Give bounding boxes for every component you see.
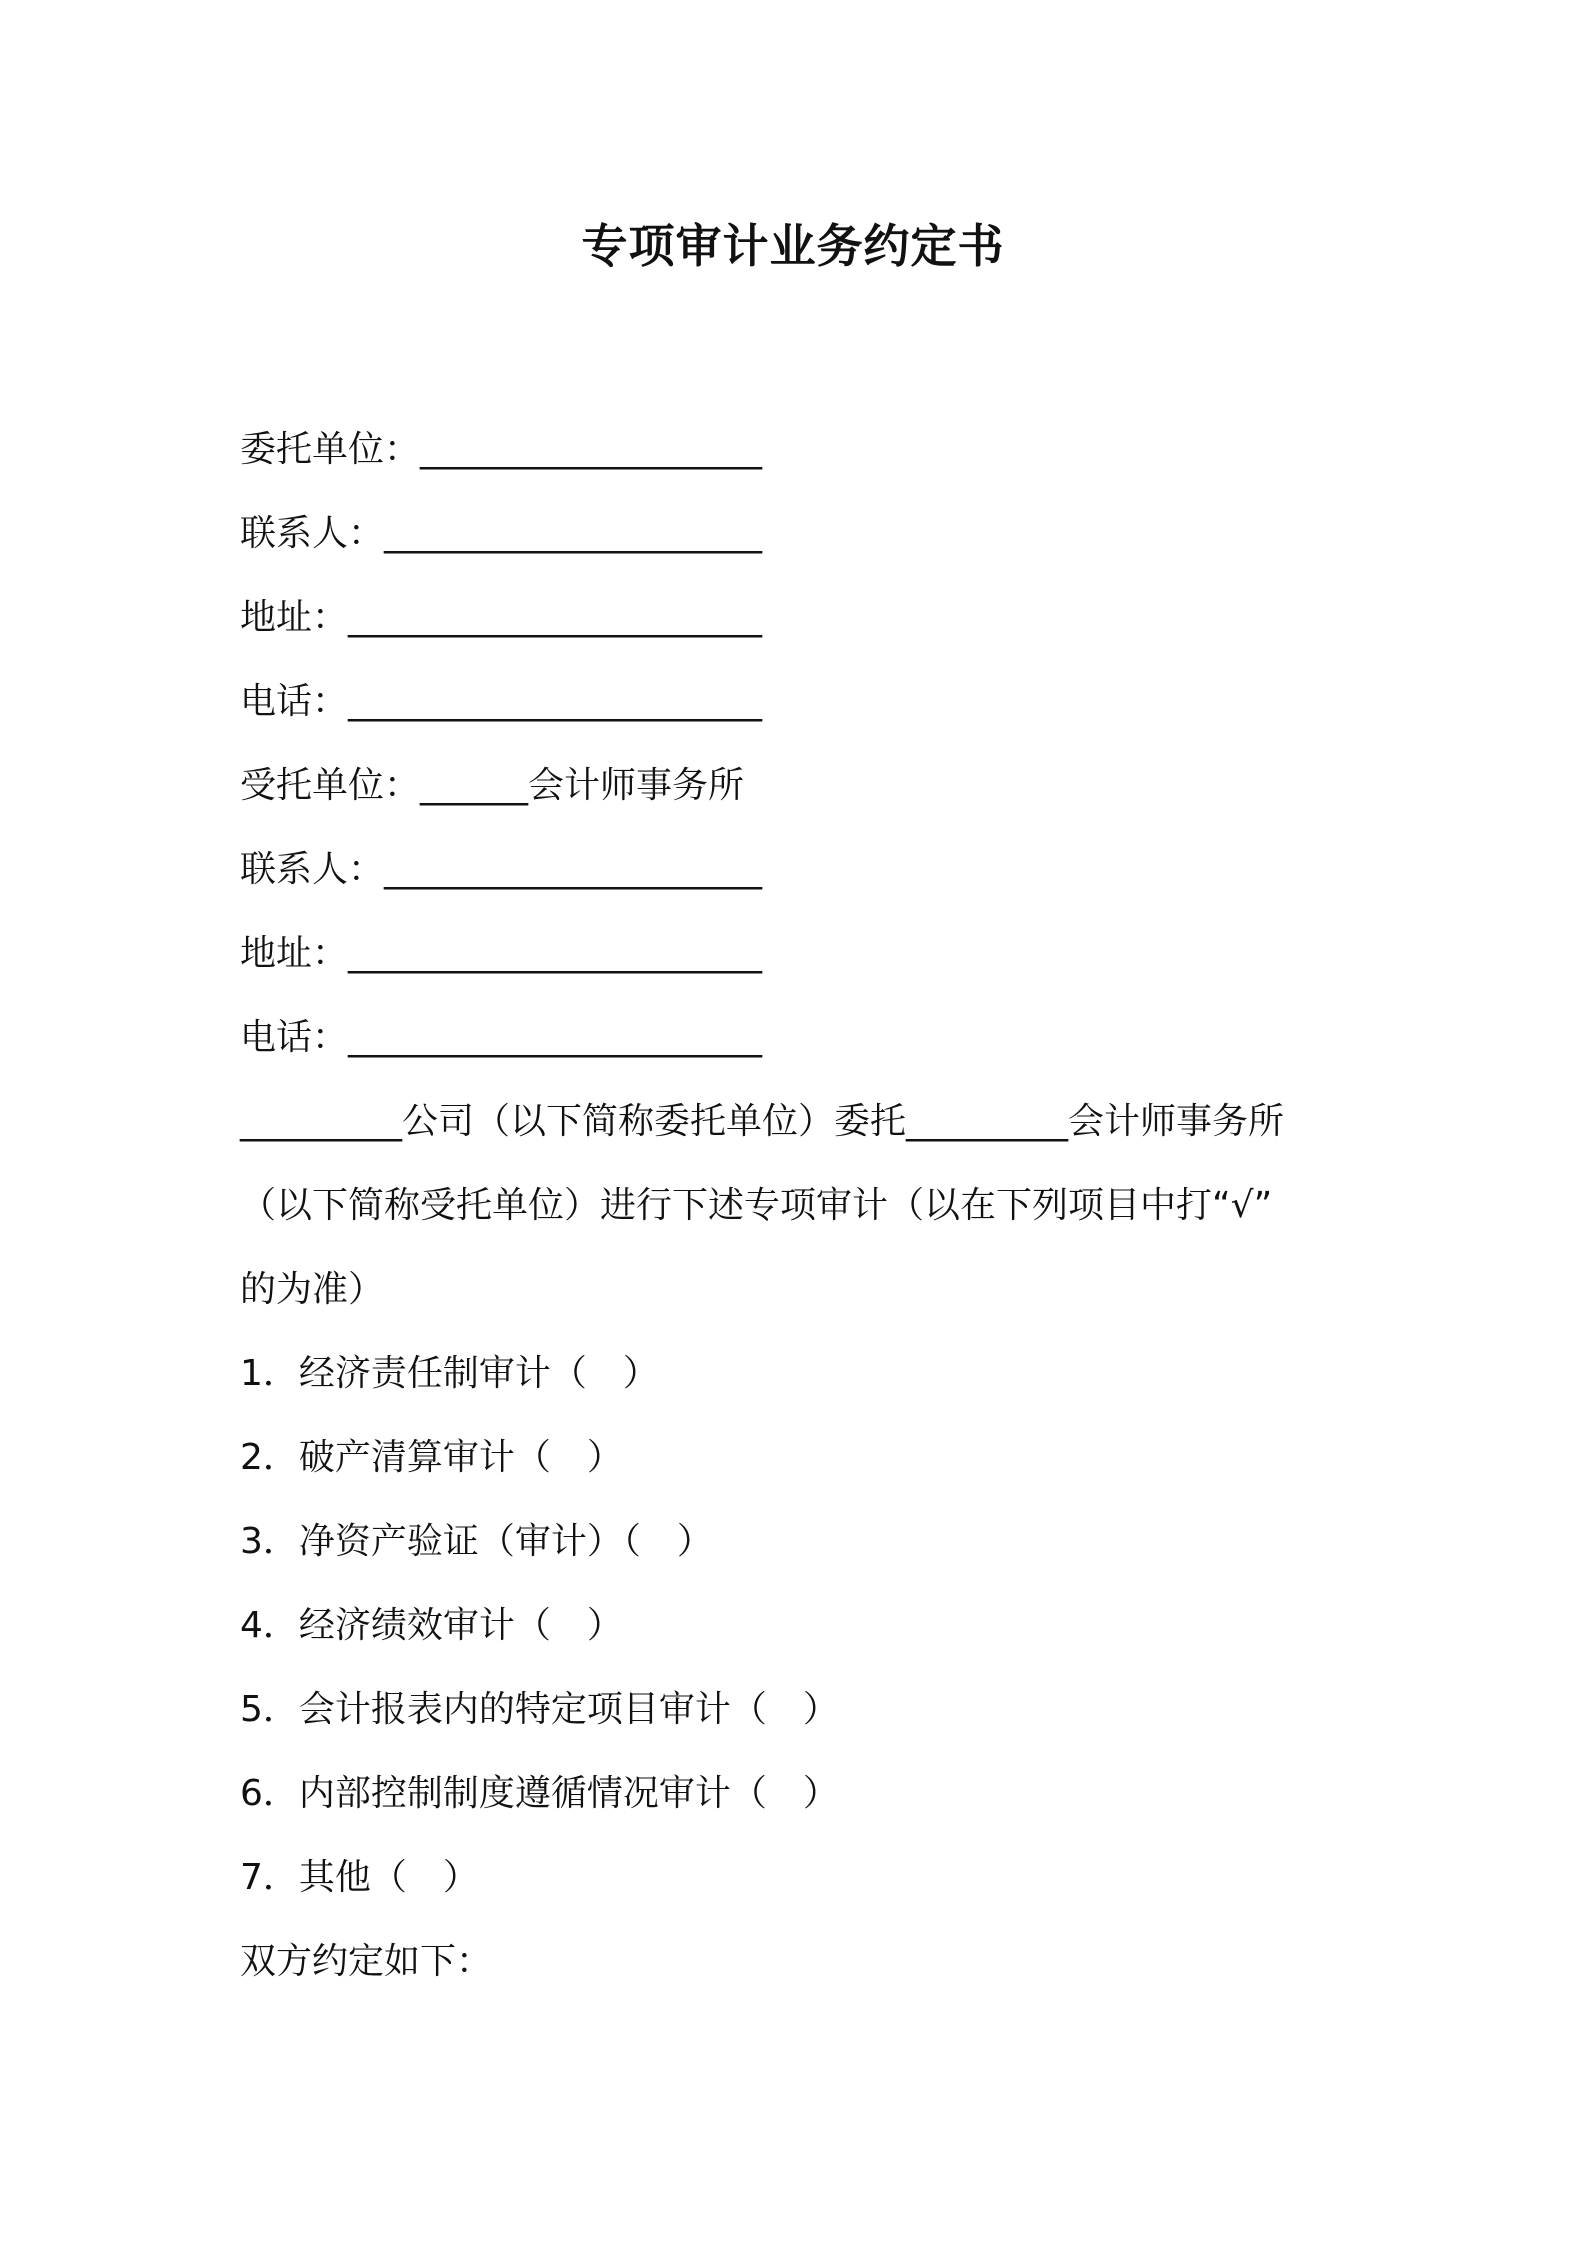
client-unit-line: 委托单位：___________________ (240, 429, 763, 470)
trustee-phone-line: 电话：_______________________ (240, 1017, 763, 1058)
client-address-line: 地址：_______________________ (240, 597, 763, 638)
audit-item-2: 2．破产清算审计（ ） (240, 1437, 623, 1478)
document-title: 专项审计业务约定书 (581, 219, 1005, 273)
closing-line: 双方约定如下： (240, 1941, 493, 1982)
intro-line-2: （以下简称受托单位）进行下述专项审计（以在下列项目中打“√” (240, 1185, 1273, 1226)
trustee-unit-line: 受托单位：______会计师事务所 (240, 765, 745, 806)
audit-item-4: 4．经济绩效审计（ ） (240, 1605, 623, 1646)
client-phone-line: 电话：_______________________ (240, 681, 763, 722)
trustee-contact-line: 联系人：_____________________ (240, 849, 763, 890)
audit-item-7: 7．其他（ ） (240, 1857, 479, 1898)
document-body (240, 408, 1360, 2004)
audit-item-5: 5．会计报表内的特定项目审计（ ） (240, 1689, 839, 1730)
audit-item-3: 3．净资产验证（审计）（ ） (240, 1521, 713, 1562)
intro-line-1: _________公司（以下简称委托单位）委托_________会计师事务所 (240, 1101, 1285, 1142)
audit-item-1: 1．经济责任制审计（ ） (240, 1353, 659, 1394)
trustee-address-line: 地址：_______________________ (240, 933, 763, 974)
audit-item-6: 6．内部控制制度遵循情况审计（ ） (240, 1773, 839, 1814)
intro-line-3: 的为准） (240, 1269, 385, 1310)
client-contact-line: 联系人：_____________________ (240, 513, 763, 554)
